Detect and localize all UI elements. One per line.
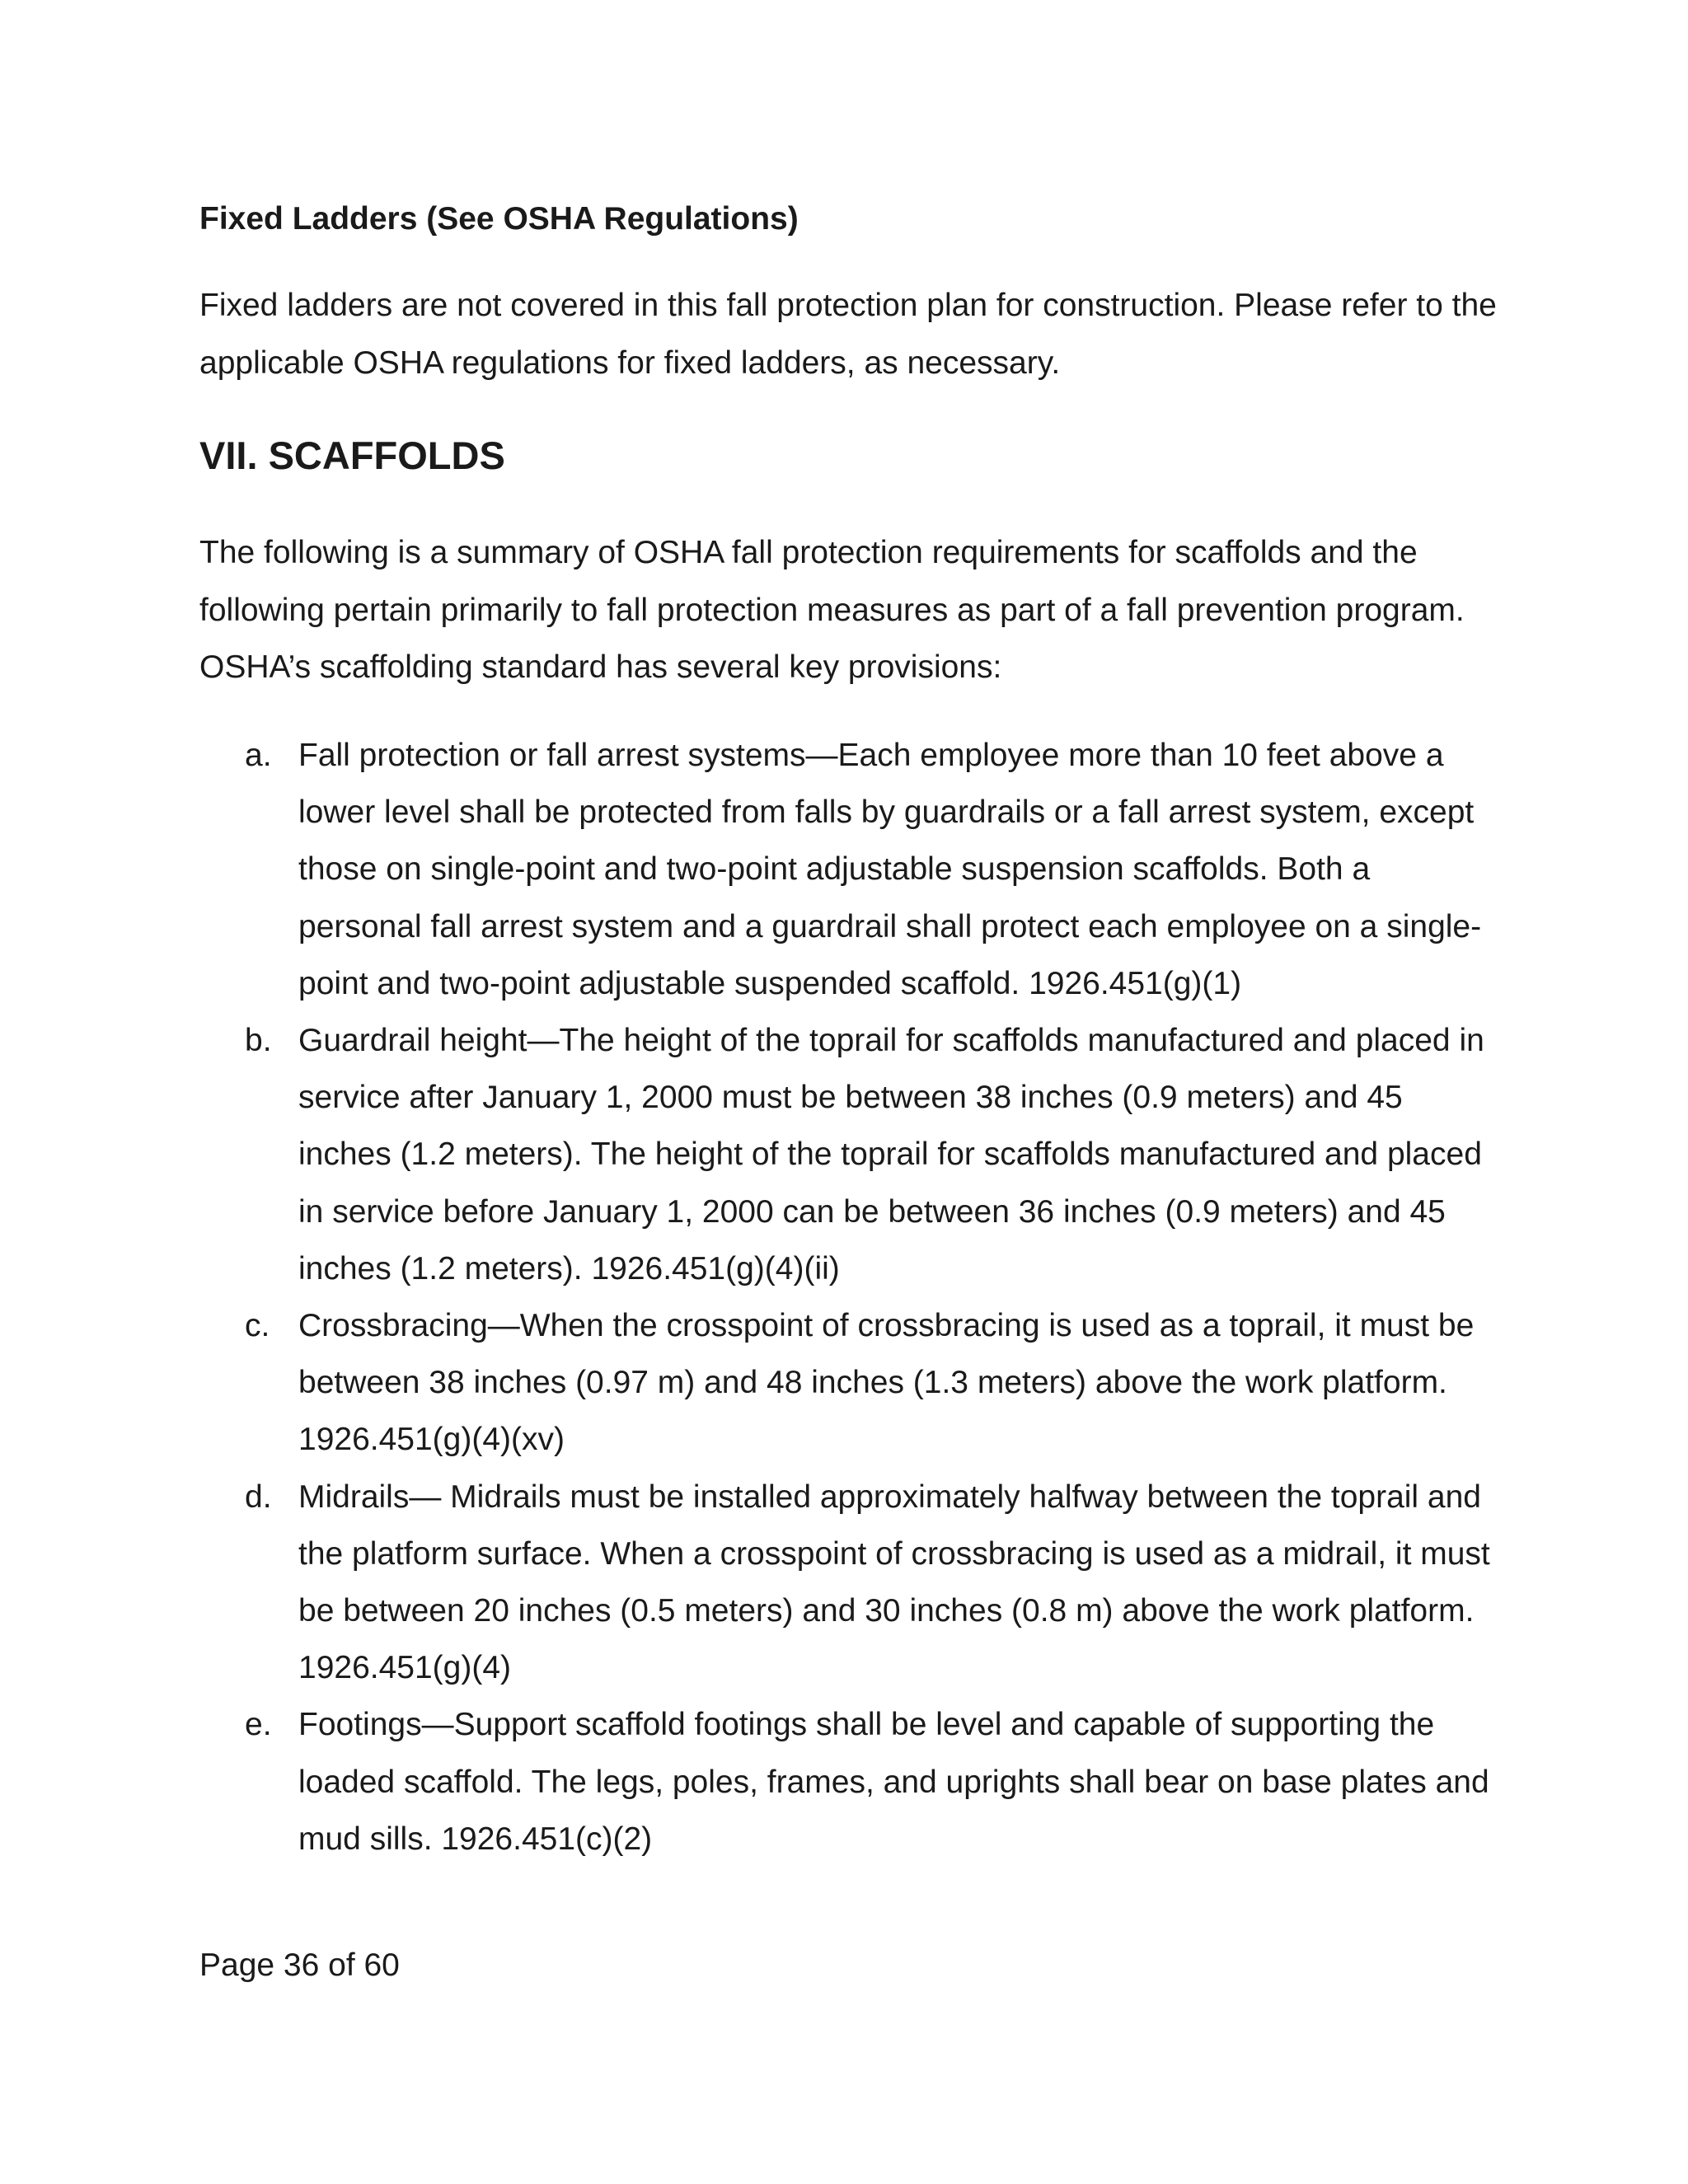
list-item-marker: c. [245,1308,270,1344]
scaffolds-section-heading: VII. SCAFFOLDS [199,434,505,477]
fixed-ladders-heading: Fixed Ladders (See OSHA Regulations) [199,201,799,237]
fixed-ladders-paragraph: Fixed ladders are not covered in this fall protection plan for construction. Please refer to the applicable OSHA regulations for fixed ladders, as necessary. [199,288,1497,381]
list-item [199,1469,1502,1697]
list-item-marker: a. [245,738,272,773]
list-item-text: Footings—Support scaffold footings shall be level and capable of supporting the loaded scaffold. The legs, poles, frames, and uprights shall bear on base plates and mud sills. 1926.451(c)(2) [298,1707,1489,1857]
list-item-text: Midrails— Midrails must be installed approximately halfway between the toprail and the platform surface. When a crosspoint of crossbracing is used as a midrail, it must be between 20 inches (0.5 meters) and 30 inches (0.8 m) above the work platform. 1926.451(g)(4) [298,1479,1490,1686]
list-item-text: Guardrail height—The height of the toprail for scaffolds manufactured and placed in service after January 1, 2000 must be between 38 inches (0.9 meters) and 45 inches (1.2 meters). The height of the toprail for scaffolds manufactured and placed in service before January 1, 2000 can be between 36 inches (0.9 meters) and 45 inches (1.2 meters). 1926.451(g)(4)(ii) [298,1023,1484,1286]
list-item-text: Crossbracing—When the crosspoint of crossbracing is used as a toprail, it must be between 38 inches (0.97 m) and 48 inches (1.3 meters) above the work platform. 1926.451(g)(4)(xv) [298,1308,1475,1458]
scaffold-provisions-list [199,727,1502,1868]
list-item [199,1696,1502,1868]
list-item-text: Fall protection or fall arrest systems—Each employee more than 10 feet above a lower level shall be protected from falls by guardrails or a fall arrest system, except those on single-point and two-point adjustable suspension scaffolds. Both a personal fall arrest system and a guardrail shall protect each employee on a single-point and two-point adjustable suspended scaffold. 1926.451(g)(1) [298,738,1482,1001]
list-item-marker: e. [245,1707,272,1743]
page-number-footer: Page 36 of 60 [199,1947,400,1983]
list-item-marker: b. [245,1023,272,1059]
list-item-marker: d. [245,1479,272,1515]
list-item [199,1297,1502,1469]
scaffolds-intro-paragraph: The following is a summary of OSHA fall protection requirements for scaffolds and the following pertain primarily to fall protection measures as part of a fall prevention program. OSHA’s scaffolding standard has several key provisions: [199,535,1465,685]
list-item [199,727,1502,1012]
list-item [199,1012,1502,1297]
